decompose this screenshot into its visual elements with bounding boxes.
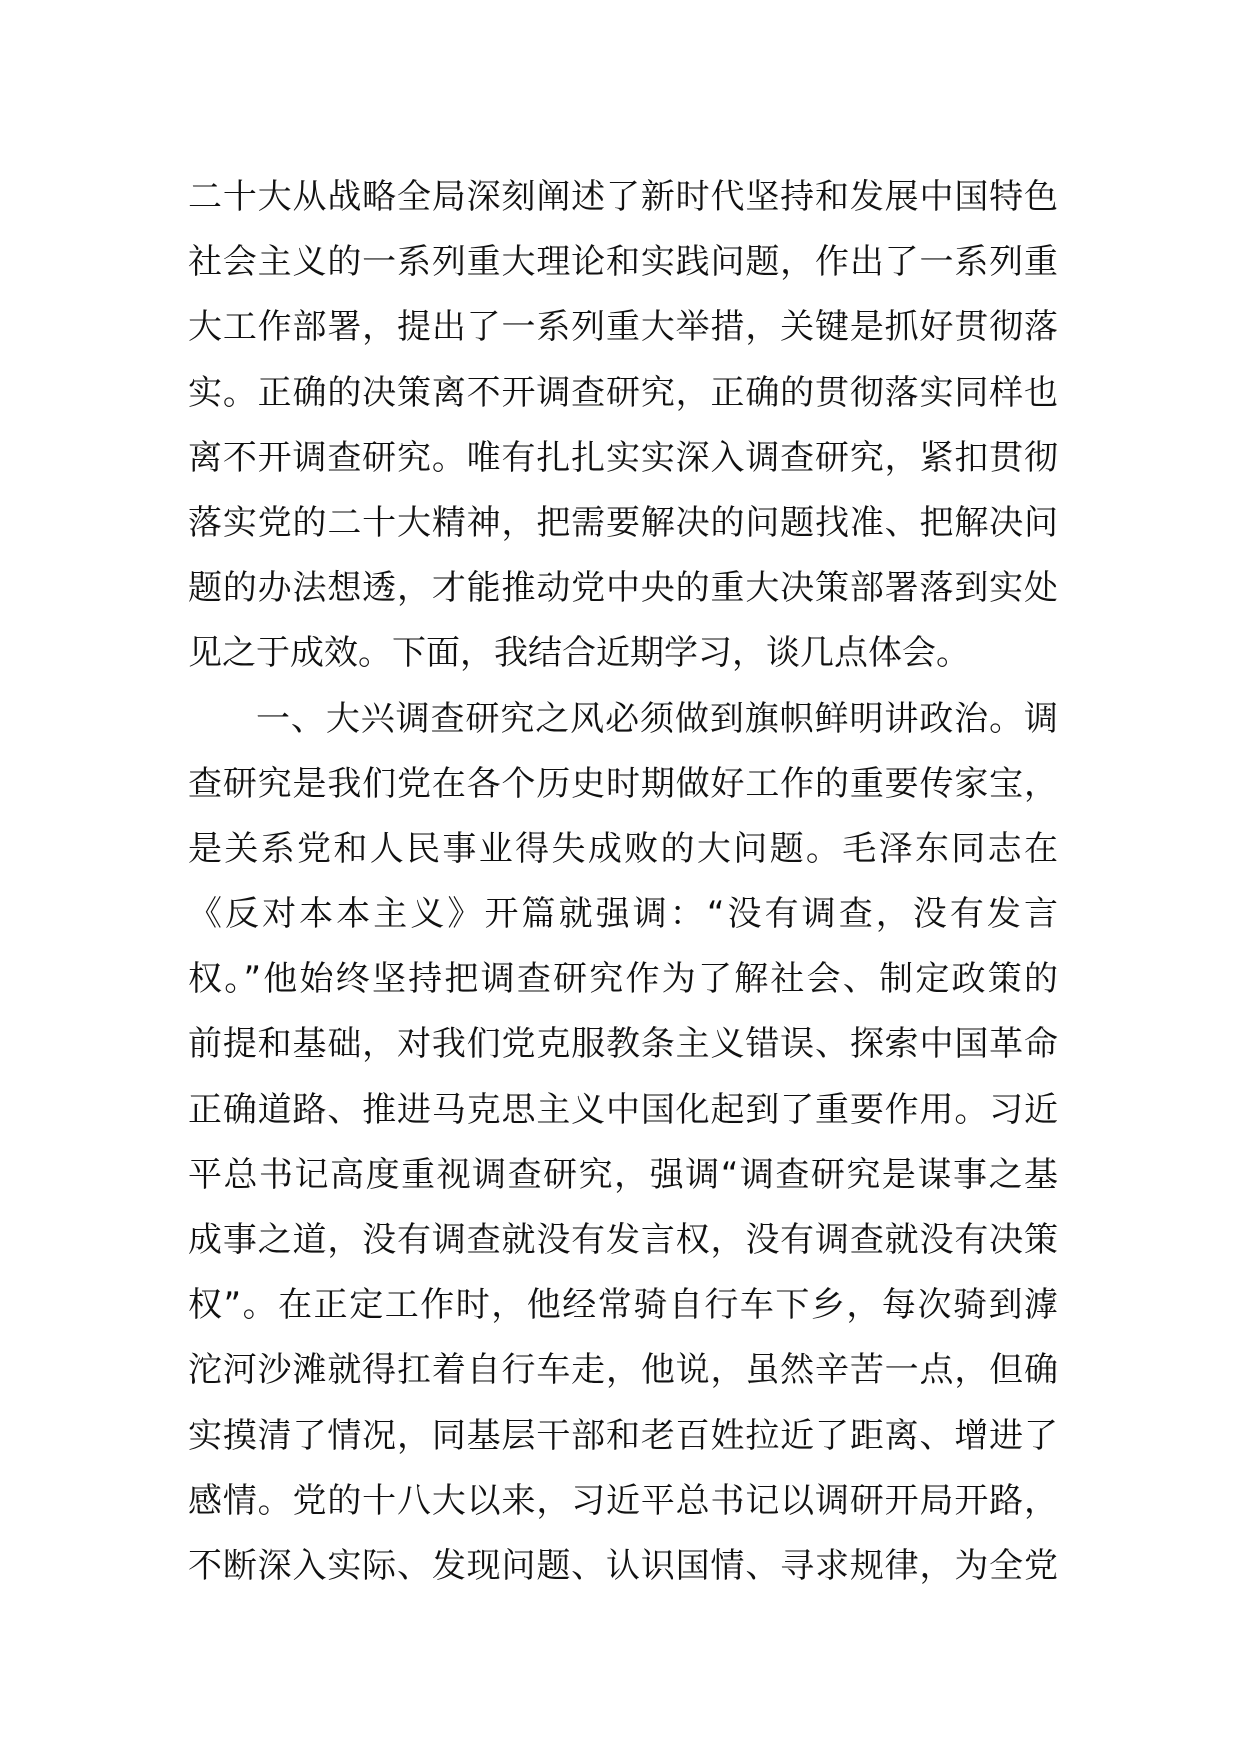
paragraph-line: 大工作部署，提出了一系列重大举措，关键是抓好贯彻落 bbox=[188, 307, 1058, 348]
paragraph-line: 权。”他始终坚持把调查研究作为了解社会、制定政策的 bbox=[188, 959, 1058, 1000]
paragraph-line: 不断深入实际、发现问题、认识国情、寻求规律，为全党 bbox=[188, 1545, 1058, 1586]
paragraph-line: 成事之道，没有调查就没有发言权，没有调查就没有决策 bbox=[188, 1220, 1058, 1260]
body-text bbox=[188, 165, 1058, 1599]
section-heading-line: 一、大兴调查研究之风必须做到旗帜鲜明讲政治。调 bbox=[256, 698, 1058, 739]
paragraph-line: 离不开调查研究。唯有扎扎实实深入调查研究，紧扣贯彻 bbox=[188, 437, 1058, 478]
paragraph-line: 见之于成效。下面，我结合近期学习，谈几点体会。 bbox=[188, 633, 970, 674]
paragraph-line: 二十大从战略全局深刻阐述了新时代坚持和发展中国特色 bbox=[188, 177, 1058, 217]
paragraph-line: 沱河沙滩就得扛着自行车走，他说，虽然辛苦一点，但确 bbox=[188, 1350, 1058, 1391]
paragraph-line: 落实党的二十大精神，把需要解决的问题找准、把解决问 bbox=[188, 502, 1058, 543]
paragraph-line: 《反对本本主义》开篇就强调：“没有调查，没有发言 bbox=[188, 894, 1058, 935]
paragraph-line: 查研究是我们党在各个历史时期做好工作的重要传家宝， bbox=[188, 763, 1058, 804]
paragraph-line: 平总书记高度重视调查研究，强调“调查研究是谋事之基 bbox=[188, 1154, 1058, 1195]
paragraph-line: 是关系党和人民事业得失成败的大问题。毛泽东同志在 bbox=[188, 828, 1058, 869]
paragraph-line: 实。正确的决策离不开调查研究，正确的贯彻落实同样也 bbox=[188, 372, 1058, 413]
paragraph-line: 题的办法想透，才能推动党中央的重大决策部署落到实处 bbox=[188, 568, 1058, 609]
paragraph-line: 正确道路、推进马克思主义中国化起到了重要作用。习近 bbox=[188, 1089, 1058, 1130]
paragraph-line: 实摸清了情况，同基层干部和老百姓拉近了距离、增进了 bbox=[188, 1415, 1058, 1456]
paragraph-line: 权”。在正定工作时，他经常骑自行车下乡，每次骑到滹 bbox=[188, 1285, 1058, 1326]
paragraph-line: 感情。党的十八大以来，习近平总书记以调研开局开路， bbox=[188, 1480, 1058, 1521]
paragraph-line: 社会主义的一系列重大理论和实践问题，作出了一系列重 bbox=[188, 242, 1058, 283]
paragraph-line: 前提和基础，对我们党克服教条主义错误、探索中国革命 bbox=[188, 1024, 1058, 1065]
